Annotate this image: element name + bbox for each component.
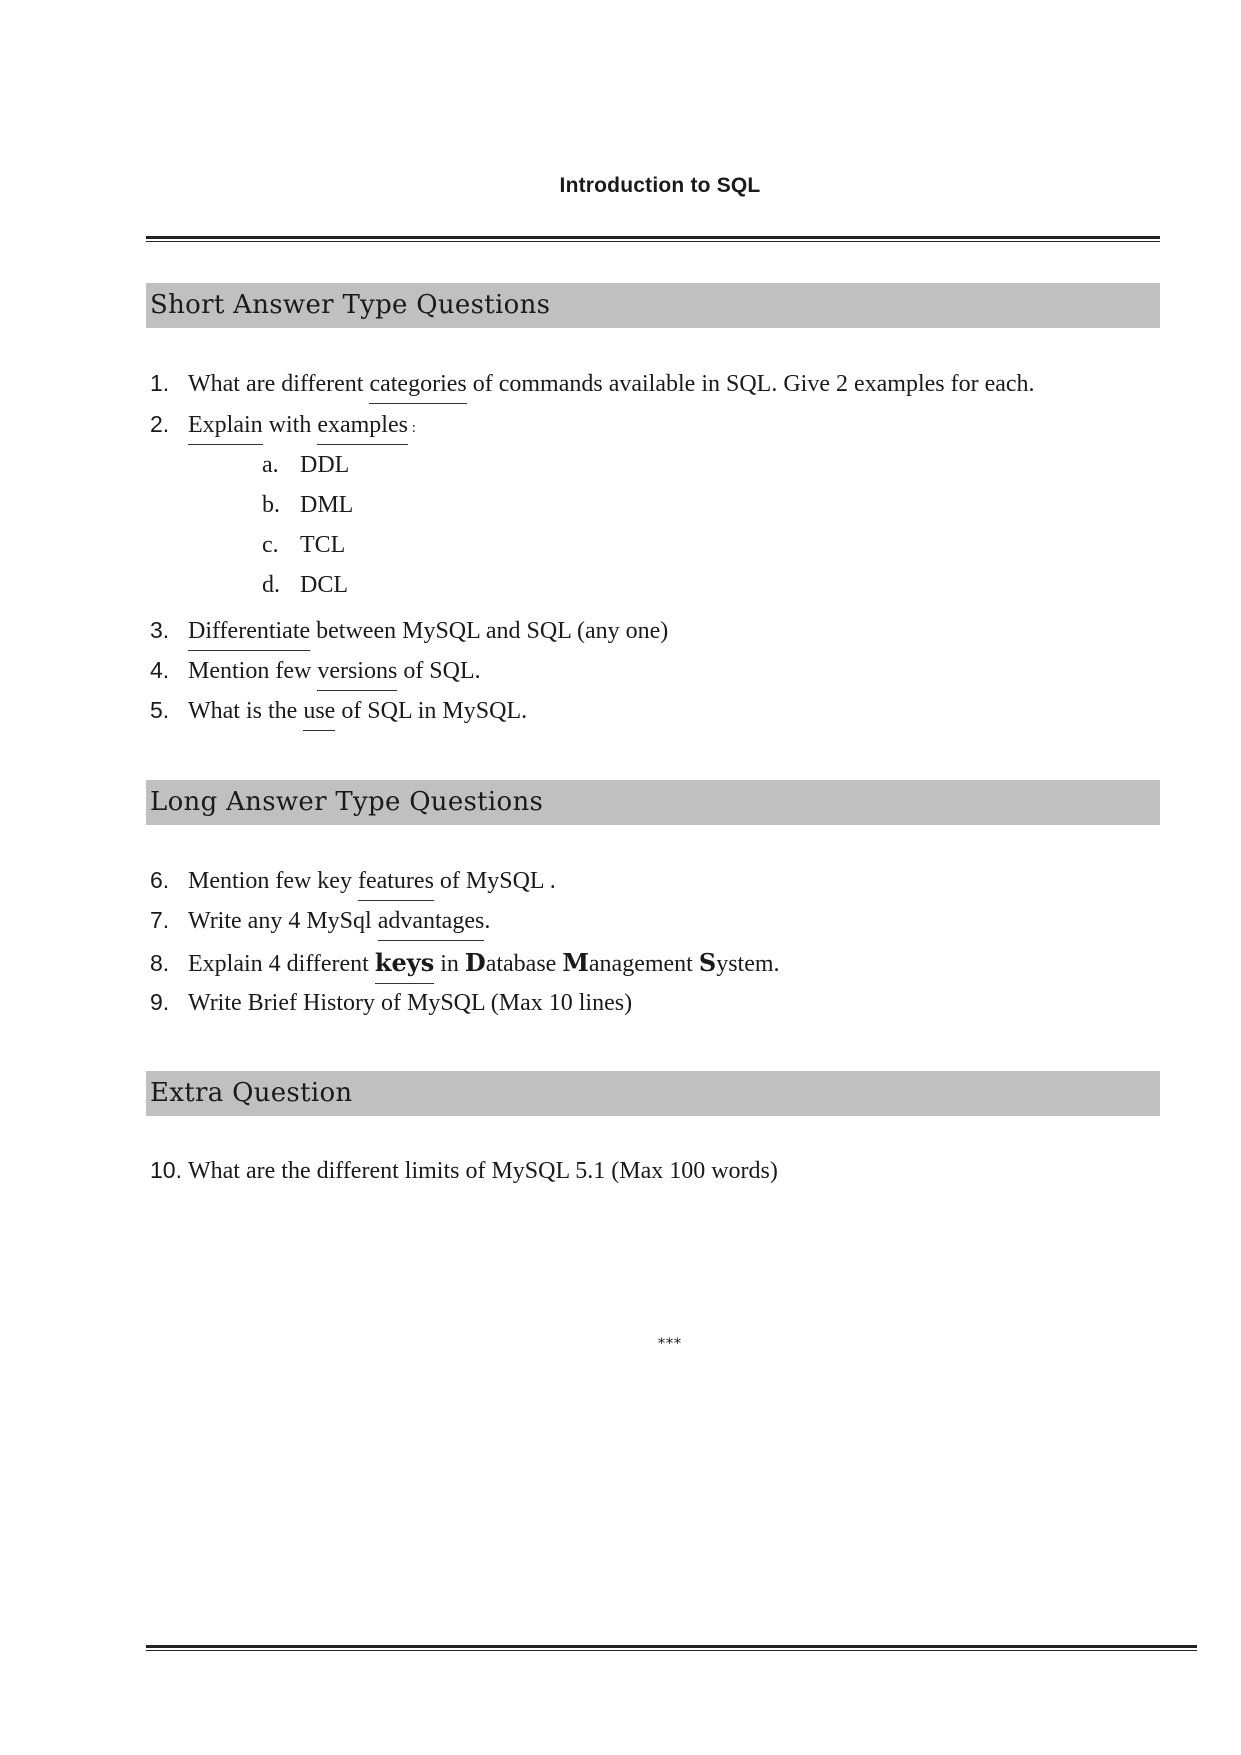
question-5	[150, 697, 527, 725]
sub-text: DDL	[300, 452, 350, 478]
emphasized-initial: S	[698, 948, 717, 977]
question-text: of SQL in MySQL.	[335, 698, 528, 724]
question-number: 3.	[150, 617, 170, 643]
question-text: Explain 4 different	[188, 951, 375, 977]
underlined-word: categories	[369, 371, 466, 404]
question-text: :	[407, 420, 416, 436]
question-number: 10.	[150, 1157, 182, 1183]
question-text: in	[434, 951, 465, 977]
underlined-word: versions	[317, 658, 397, 691]
question-text: .	[484, 908, 491, 934]
footer-rule	[146, 1645, 1197, 1651]
question-text: ystem.	[716, 951, 780, 977]
question-8	[150, 948, 780, 978]
question-text: What are the different limits of MySQL 5.1 (Max 100 words)	[188, 1158, 778, 1184]
underlined-word: use	[303, 698, 335, 731]
question-text: Mention few key	[188, 868, 358, 894]
question-6	[150, 867, 556, 895]
question-7	[150, 907, 490, 935]
question-text: atabase	[485, 951, 563, 977]
sub-item-b	[262, 492, 353, 519]
sub-letter: c.	[262, 532, 279, 558]
header-rule	[146, 236, 1160, 242]
question-number: 5.	[150, 697, 170, 723]
section-short-answer: Short Answer Type Questions	[146, 283, 1160, 328]
sub-item-d	[262, 572, 348, 599]
question-text: of MySQL .	[433, 868, 556, 894]
question-number: 4.	[150, 657, 170, 683]
question-text: between MySQL and SQL (any one)	[310, 618, 669, 644]
emphasized-initial: M	[562, 948, 589, 977]
sub-item-a	[262, 452, 349, 479]
emphasized-initial: D	[464, 948, 486, 977]
sub-letter: a.	[262, 452, 279, 478]
question-text: Write any 4 MySql	[188, 908, 378, 934]
section-extra: Extra Question	[146, 1071, 1160, 1116]
sub-item-c	[262, 532, 345, 559]
question-9	[150, 989, 632, 1017]
question-4	[150, 657, 481, 685]
underlined-word: advantages	[378, 908, 485, 941]
question-3	[150, 617, 668, 645]
question-number: 8.	[150, 950, 170, 976]
question-number: 2.	[150, 411, 170, 437]
question-text: What is the	[188, 698, 304, 724]
question-text: with	[262, 412, 318, 438]
question-text: Write Brief History of MySQL (Max 10 lines)	[188, 990, 633, 1016]
sub-text: DCL	[300, 572, 348, 598]
question-number: 1.	[150, 370, 170, 396]
underlined-word: Differentiate	[188, 618, 310, 651]
question-10	[150, 1157, 778, 1185]
question-text: anagement	[588, 951, 699, 977]
question-number: 9.	[150, 989, 170, 1015]
sub-letter: b.	[262, 492, 280, 518]
sub-letter: d.	[262, 572, 280, 598]
question-text: of SQL.	[397, 658, 481, 684]
underlined-word: examples	[317, 412, 408, 445]
question-2	[150, 411, 416, 439]
question-text: Mention few	[188, 658, 318, 684]
underlined-word: Explain	[188, 412, 263, 445]
page-header-title: Introduction to SQL	[559, 174, 761, 197]
sub-text: DML	[300, 492, 354, 518]
underlined-word: features	[358, 868, 434, 901]
section-long-answer: Long Answer Type Questions	[146, 780, 1160, 825]
question-text: What are different	[188, 371, 370, 397]
underlined-word: keys	[375, 948, 434, 984]
sub-text: TCL	[300, 532, 346, 558]
end-marker: ***	[658, 1336, 682, 1352]
question-1	[150, 370, 1035, 398]
question-number: 7.	[150, 907, 170, 933]
question-text: of commands available in SQL. Give 2 examples for each.	[466, 371, 1035, 397]
question-number: 6.	[150, 867, 170, 893]
